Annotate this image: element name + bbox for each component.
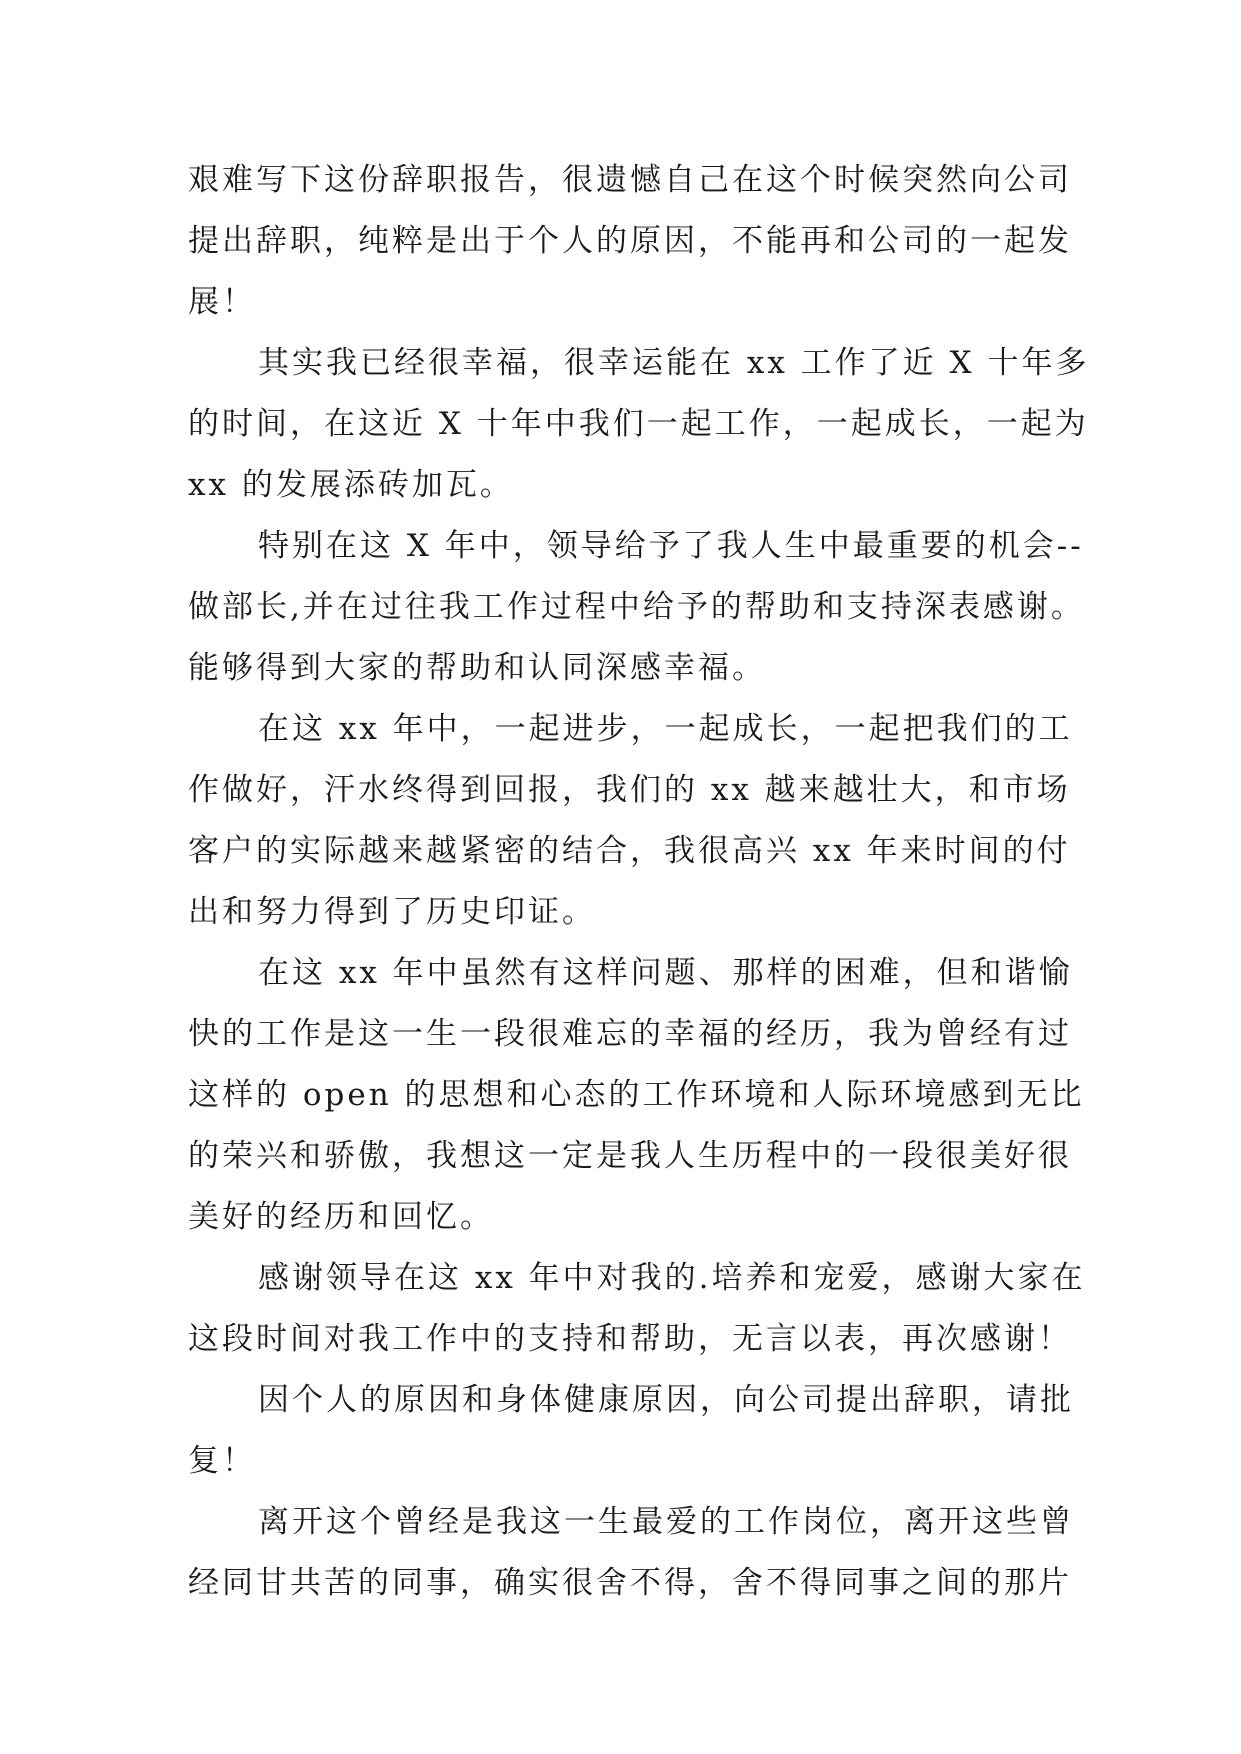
paragraph-first-line: 在这 xx 年中虽然有这样问题、那样的困难，但和谐愉 (258, 955, 1073, 991)
text-line: 快的工作是这一生一段很难忘的幸福的经历，我为曾经有过 (188, 1016, 1072, 1052)
text-line: 做部长,并在过往我工作过程中给予的帮助和支持深表感谢。 (188, 589, 1085, 625)
paragraph-first-line: 离开这个曾经是我这一生最爱的工作岗位，离开这些曾 (258, 1504, 1074, 1540)
document-body (188, 150, 1090, 1614)
paragraph-first-line: 因个人的原因和身体健康原因，向公司提出辞职，请批 (258, 1382, 1074, 1418)
text-line: xx 的发展添砖加瓦。 (188, 467, 514, 503)
text-line: 的荣兴和骄傲，我想这一定是我人生历程中的一段很美好很 (188, 1138, 1072, 1174)
text-line: 客户的实际越来越紧密的结合，我很高兴 xx 年来时间的付 (188, 833, 1071, 869)
text-line: 艰难写下这份辞职报告，很遗憾自己在这个时候突然向公司 (188, 162, 1072, 198)
paragraph-first-line: 特别在这 X 年中，领导给予了我人生中最重要的机会-- (258, 528, 1084, 564)
text-line: 经同甘共苦的同事，确实很舍不得，舍不得同事之间的那片 (188, 1565, 1072, 1601)
text-line: 提出辞职，纯粹是出于个人的原因，不能再和公司的一起发 (188, 223, 1072, 259)
text-line: 能够得到大家的帮助和认同深感幸福。 (188, 650, 766, 686)
text-line: 这段时间对我工作中的支持和帮助，无言以表，再次感谢！ (188, 1321, 1072, 1357)
text-line: 作做好，汗水终得到回报，我们的 xx 越来越壮大，和市场 (188, 772, 1071, 808)
paragraph-first-line: 在这 xx 年中，一起进步，一起成长，一起把我们的工 (258, 711, 1073, 747)
paragraph-first-line: 其实我已经很幸福，很幸运能在 xx 工作了近 X 十年多 (258, 345, 1090, 381)
text-line: 的时间，在这近 X 十年中我们一起工作，一起成长，一起为 (188, 406, 1089, 442)
text-line: 展！ (188, 284, 256, 320)
text-line: 这样的 open 的思想和心态的工作环境和人际环境感到无比 (188, 1077, 1085, 1113)
text-line: 出和努力得到了历史印证。 (188, 894, 596, 930)
text-line: 美好的经历和回忆。 (188, 1199, 494, 1235)
paragraph-first-line: 感谢领导在这 xx 年中对我的.培养和宠爱，感谢大家在 (258, 1260, 1086, 1296)
text-line: 复！ (188, 1443, 256, 1479)
